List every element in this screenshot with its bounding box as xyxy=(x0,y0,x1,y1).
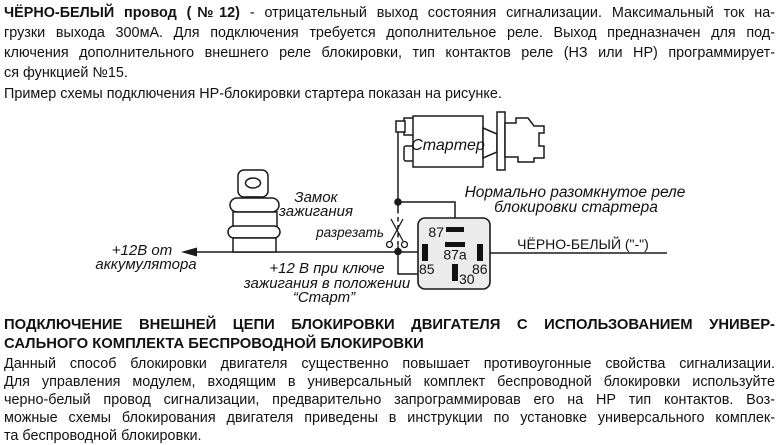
relay-pin87-bar xyxy=(446,227,464,232)
relay-pin87-label: 87 xyxy=(428,224,444,240)
ignition-key-label-line2: зажигания в положении xyxy=(243,275,411,292)
relay-caption-line1: Нормально разомкнутое реле xyxy=(464,184,686,201)
relay-pin86-bar xyxy=(477,244,483,261)
wire-name-bold: ЧЁРНО-БЕЛЫЙ провод (№12) xyxy=(4,5,240,21)
text-line: ся функцией №15. xyxy=(4,65,128,81)
black-white-wire-label: ЧЁРНО-БЕЛЫЙ ("-") xyxy=(517,236,649,252)
ignition-key-label-line3: “Старт” xyxy=(292,289,356,306)
section-heading xyxy=(4,316,775,354)
text-line: та беспроводной блокировки. xyxy=(4,428,202,444)
battery-label-line2: аккумулятора xyxy=(95,256,197,273)
cut-label: разрезать xyxy=(316,225,384,240)
starter-terminal xyxy=(396,121,405,132)
heading-line: САЛЬНОГО КОМПЛЕКТА БЕСПРОВОДНОЙ БЛОКИРОВКИ xyxy=(4,336,424,352)
relay-caption-line2: блокировки стартера xyxy=(494,199,658,216)
relay-illustration xyxy=(418,218,490,289)
relay-pin30-label: 30 xyxy=(459,271,475,287)
relay-pin87a-label: 87а xyxy=(443,246,467,263)
section-body xyxy=(4,355,775,445)
lock-body-upper xyxy=(233,212,277,227)
text-line: Данный способ блокировки двигателя существенно повышает противоугонные свойства сигнализации. xyxy=(4,356,775,372)
ignition-lock-label-line2: зажигания xyxy=(279,203,353,220)
ignition-lock-illustration xyxy=(228,170,280,252)
text-line: можные схемы блокирования двигателя приведены в инструкции по установке универсального комплек- xyxy=(4,410,775,426)
relay-pin85-label: 85 xyxy=(419,261,435,277)
relay-pin30-bar xyxy=(452,264,458,281)
ignition-key-label-line1: +12 В при ключе xyxy=(269,260,385,277)
scissors-icon xyxy=(387,219,408,248)
starter-drive xyxy=(505,118,544,162)
relay-pin85-bar xyxy=(422,244,428,261)
lock-body-lower xyxy=(233,238,276,252)
key-hole xyxy=(246,178,261,188)
junction-dot xyxy=(394,198,402,206)
ignition-lock-label-line1: Замок xyxy=(294,189,338,206)
starter-label: Стартер xyxy=(411,137,485,154)
text-line: Для управления модулем, входящим в универсальный комплект беспроводной блокировки используйте xyxy=(4,374,775,390)
text-line-rest: - отрицательный выход состояния сигнализации. Максимальный ток на- xyxy=(239,5,776,21)
text-line: грузки выхода 300мА. Для подключения требуется дополнительное реле. Выход предназначен для под- xyxy=(4,25,775,41)
text-line: черно-белый провод сигнализации, предварительно запрограммировав его на НР тип контактов. Воз- xyxy=(4,392,775,408)
figure-caption: Пример схемы подключения НР-блокировки стартера показан на рисунке. xyxy=(4,86,502,102)
lock-ring xyxy=(228,226,280,238)
text-line: ключения дополнительного внешнего реле блокировки, тип контактов реле (НЗ или НР) программирует- xyxy=(4,45,775,61)
battery-label-line1: +12В от xyxy=(111,242,173,259)
starter-flange xyxy=(497,112,505,170)
junction-dot xyxy=(394,248,402,256)
lock-cap xyxy=(230,198,279,212)
heading-line: ПОДКЛЮЧЕНИЕ ВНЕШНЕЙ ЦЕПИ БЛОКИРОВКИ ДВИГАТЕЛЯ С ИСПОЛЬЗОВАНИЕМ УНИВЕР- xyxy=(4,317,775,333)
relay-pin86-label: 86 xyxy=(472,261,488,277)
